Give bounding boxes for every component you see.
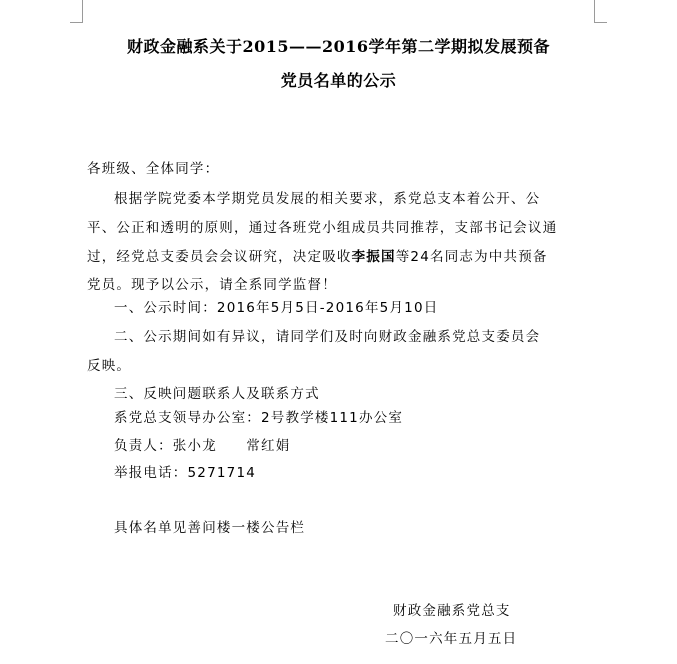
- paragraph-1-line-4: 党员。现予以公示，请全系同学监督！: [87, 277, 337, 293]
- candidate-name: 李振国: [351, 249, 396, 265]
- item-3-heading: 三、反映问题联系人及联系方式: [114, 386, 320, 402]
- document-title-line-1: 财政金融系关于2015——2016学年第二学期拟发展预备: [126, 37, 551, 56]
- paragraph-1-line-3-pre: 过，经党总支委员会会议研究，决定吸收: [87, 249, 352, 265]
- paragraph-1-line-2: 平、公正和透明的原则，通过各班党小组成员共同推荐，支部书记会议通: [87, 220, 558, 236]
- paragraph-1-line-3-post: 等24名同志为中共预备: [395, 249, 548, 265]
- list-location-note: 具体名单见善问楼一楼公告栏: [114, 520, 306, 536]
- document-title-line-2: 党员名单的公示: [280, 71, 397, 90]
- salutation: 各班级、全体同学：: [87, 161, 220, 177]
- signature-date: 二〇一六年五月五日: [385, 631, 518, 647]
- report-phone: 举报电话：5271714: [114, 465, 257, 481]
- item-2-line-1: 二、公示期间如有异议，请同学们及时向财政金融系党总支委员会: [114, 329, 541, 345]
- item-1-publicity-period: 一、公示时间：2016年5月5日-2016年5月10日: [114, 300, 439, 316]
- paragraph-1-line-1: 根据学院党委本学期党员发展的相关要求，系党总支本着公开、公: [114, 191, 541, 207]
- contact-persons: 负责人：张小龙 常红娟: [114, 438, 291, 454]
- paragraph-1-line-3: [87, 245, 548, 265]
- signature-org: 财政金融系党总支: [393, 603, 511, 619]
- office-location: 系党总支领导办公室：2号教学楼111办公室: [114, 410, 404, 426]
- item-2-line-2: 反映。: [87, 358, 132, 374]
- page-corner-mark-top-right: [594, 0, 607, 23]
- page-corner-mark-top-left: [70, 0, 83, 23]
